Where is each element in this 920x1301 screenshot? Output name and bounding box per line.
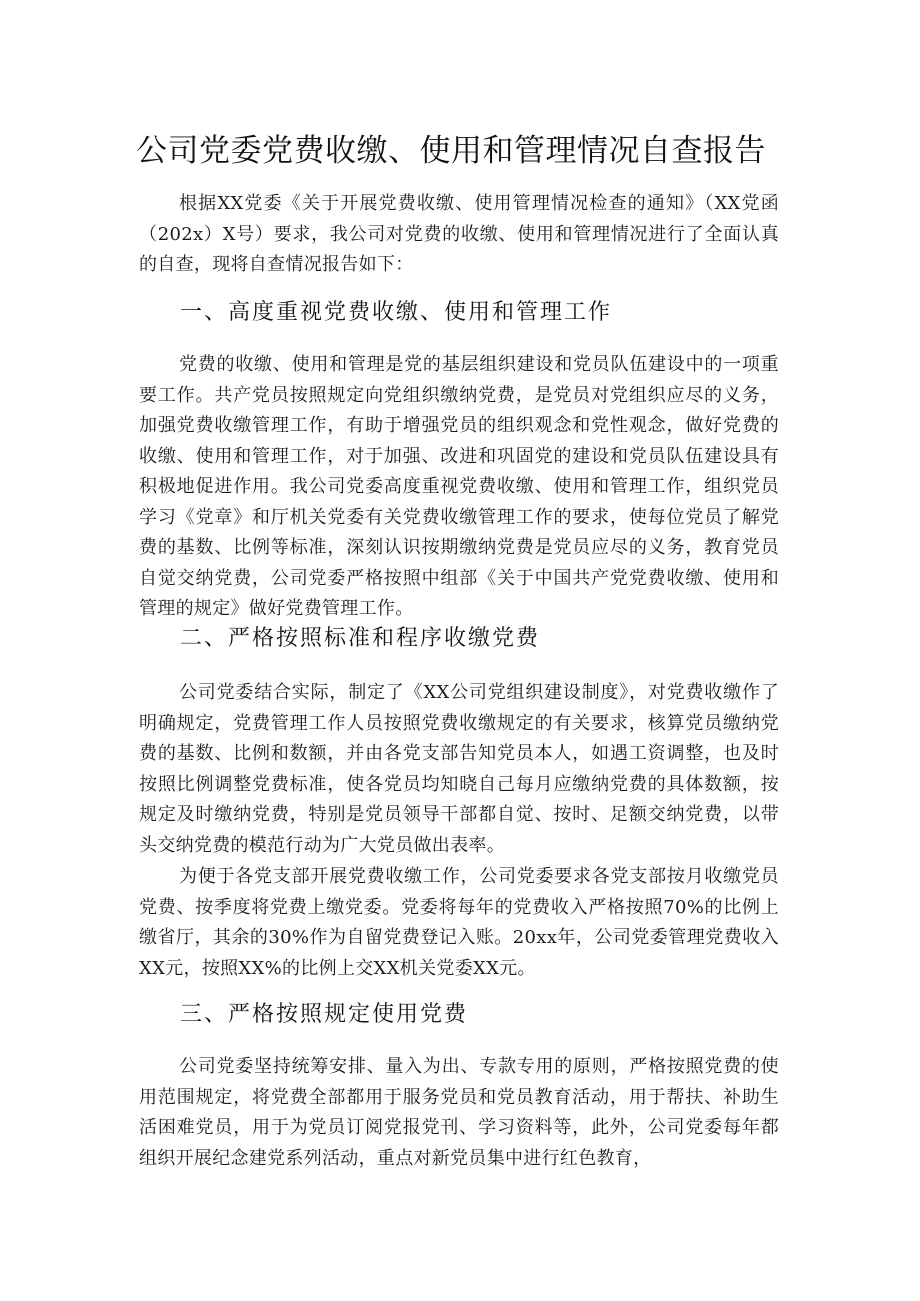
section-2-paragraph-1: 公司党委结合实际，制定了《XX公司党组织建设制度》，对党费收缴作了明确规定，党费管理工作人员按照党费收缴规定的有关要求，核算党员缴纳党费的基数、比例和数额，并由各党支部告知党员本人，如遇工资调整，也及时按照比例调整党费标准，使各党员均知晓自己每月应缴纳党费的具体数额，按规定及时缴纳党费，特别是党员领导干部都自觉、按时、足额交纳党费，以带头交纳党费的模范行动为广大党员做出表率。	[139, 682, 779, 856]
section-2-heading: 二、严格按照标准和程序收缴党费	[180, 626, 541, 651]
section-3-heading: 三、严格按照规定使用党费	[180, 1002, 469, 1027]
section-3-paragraph-1: 公司党委坚持统筹安排、量入为出、专款专用的原则，严格按照党费的使用范围规定，将党费全部都用于服务党员和党员教育活动，用于帮扶、补助生活困难党员，用于为党员订阅党报党刊、学习资料等，此外，公司党委每年都组织开展纪念建党系列活动，重点对新党员集中进行红色教育，	[139, 1056, 779, 1169]
section-2-paragraph-2: 为便于各党支部开展党费收缴工作，公司党委要求各党支部按月收缴党员党费、按季度将党费上缴党委。党委将每年的党费收入严格按照70%的比例上缴省厅，其余的30%作为自留党费登记入账。20xx年，公司党委管理党费收入XX元，按照XX%的比例上交XX机关党委XX元。	[139, 866, 779, 979]
section-1-heading: 一、高度重视党费收缴、使用和管理工作	[180, 300, 613, 325]
intro-paragraph: 根据XX党委《关于开展党费收缴、使用管理情况检查的通知》（XX党函（202x）X号）要求，我公司对党费的收缴、使用和管理情况进行了全面认真的自查，现将自查情况报告如下：	[139, 193, 779, 275]
document-title: 公司党委党费收缴、使用和管理情况自查报告	[136, 133, 766, 169]
section-1-paragraph-1: 党费的收缴、使用和管理是党的基层组织建设和党员队伍建设中的一项重要工作。共产党员按照规定向党组织缴纳党费，是党员对党组织应尽的义务，加强党费收缴管理工作，有助于增强党员的组织观念和党性观念，做好党费的收缴、使用和管理工作，对于加强、改进和巩固党的建设和党员队伍建设具有积极地促进作用。我公司党委高度重视党费收缴、使用和管理工作，组织党员学习《党章》和厅机关党委有关党费收缴管理工作的要求，使每位党员了解党费的基数、比例等标准，深刻认识按期缴纳党费是党员应尽的义务，教育党员自觉交纳党费，公司党委严格按照中组部《关于中国共产党党费收缴、使用和管理的规定》做好党费管理工作。	[139, 354, 779, 619]
